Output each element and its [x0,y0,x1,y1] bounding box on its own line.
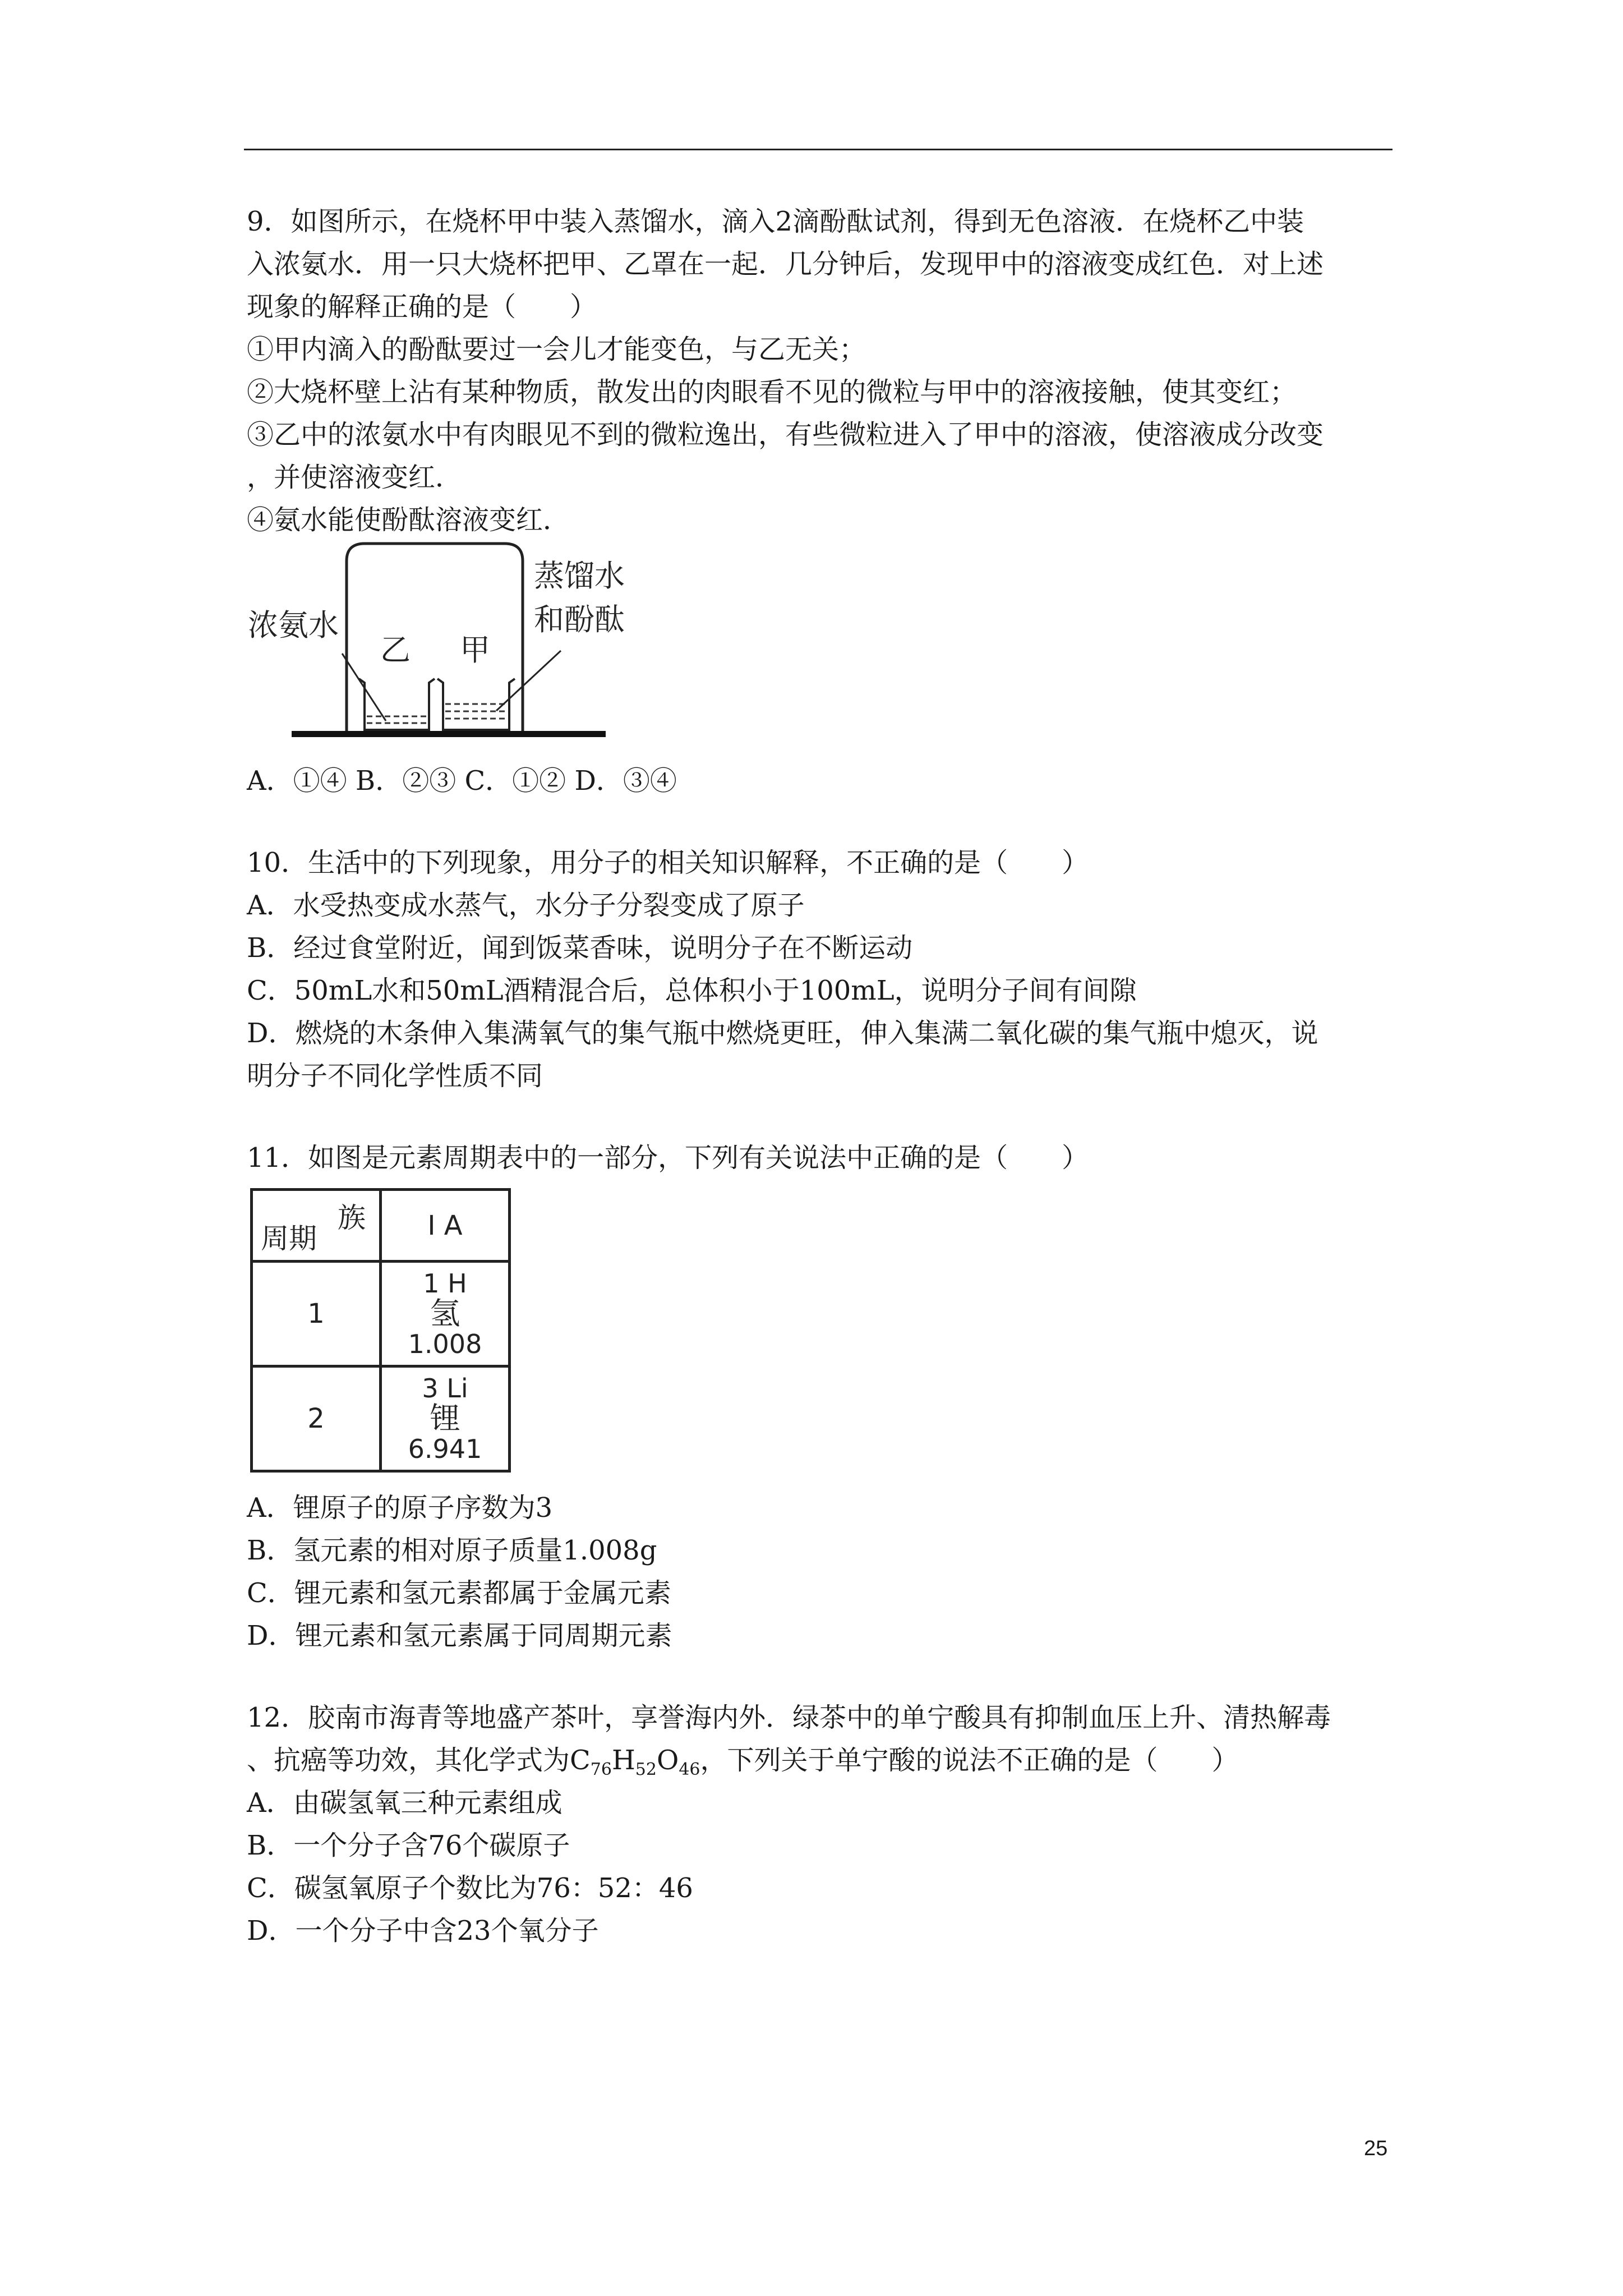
q12-stem-post: ，下列关于单宁酸的说法不正确的是（ ） [700,1745,1239,1776]
q11-option-a: A．锂原子的原子序数为3 [247,1492,553,1524]
group-ia-header: I A [381,1190,510,1262]
q9-statement-3-line-1: ③乙中的浓氨水中有肉眼见不到的微粒逸出，有些微粒进入了甲中的溶液，使溶液成分改变 [247,419,1324,450]
beaker-experiment-figure [247,536,634,763]
q10-option-a: A．水受热变成水蒸气，水分子分裂变成了原子 [247,890,805,921]
header-group: 族 [338,1202,366,1234]
table-header-corner [252,1190,381,1262]
q12-option-a: A．由碳氢氧三种元素组成 [247,1787,562,1819]
period-1: 1 [252,1262,381,1366]
q11-stem: 11．如图是元素周期表中的一部分，下列有关说法中正确的是（ ） [247,1142,1089,1174]
q10-option-b: B．经过食堂附近，闻到饭菜香味，说明分子在不断运动 [247,932,913,964]
hydrogen-name: 氢 [430,1296,460,1331]
element-lithium [381,1366,510,1471]
q9-stem-line-2: 入浓氨水．用一只大烧杯把甲、乙罩在一起．几分钟后，发现甲中的溶液变成红色．对上述 [247,249,1324,280]
tannic-acid-formula: $C_{76}H_{52}O_{46}$ [570,1745,700,1779]
periodic-table-excerpt [250,1188,511,1473]
q10-option-d-line-1: D．燃烧的木条伸入集满氧气的集气瓶中燃烧更旺，伸入集满二氧化碳的集气瓶中熄灭，说 [247,1018,1318,1049]
label-jia: 甲 [460,632,490,668]
q9-stem-line-3: 现象的解释正确的是（ ） [247,291,597,323]
lithium-symbol: 3 Li [422,1373,468,1404]
q10-option-c: C．50mL水和50mL酒精混合后，总体积小于100mL，说明分子间有间隙 [247,975,1137,1006]
lithium-mass: 6.941 [408,1434,482,1464]
label-phenolphthalein: 和酚酞 [534,602,625,637]
q11-option-b: B．氢元素的相对原子质量1.008g [247,1535,657,1566]
period-2: 2 [252,1366,381,1471]
q12-option-b: B．一个分子含76个碳原子 [247,1830,570,1861]
q9-statement-4: ④氨水能使酚酞溶液变红． [247,504,570,536]
q11-option-c: C．锂元素和氢元素都属于金属元素 [247,1577,671,1609]
page-number: 25 [1364,2137,1388,2160]
q9-options: A．①④ B．②③ C．①② D．③④ [247,765,677,797]
hydrogen-mass: 1.008 [408,1329,482,1359]
element-hydrogen [381,1262,510,1366]
q9-statement-2: ②大烧杯壁上沾有某种物质，散发出的肉眼看不见的微粒与甲中的溶液接触，使其变红； [247,376,1297,408]
label-distilled-water: 蒸馏水 [534,558,625,593]
q12-option-c: C．碳氢氧原子个数比为76：52：46 [247,1872,693,1904]
q10-option-d-line-2: 明分子不同化学性质不同 [247,1060,543,1092]
header-period: 周期 [261,1222,317,1255]
q10-stem: 10．生活中的下列现象，用分子的相关知识解释，不正确的是（ ） [247,847,1089,878]
q9-stem-line-1: 9．如图所示，在烧杯甲中装入蒸馏水，滴入2滴酚酞试剂，得到无色溶液．在烧杯乙中装 [247,206,1304,237]
lithium-name: 锂 [430,1401,460,1436]
q12-stem-line-2 [247,1745,1239,1779]
q12-stem-line-1: 12．胶南市海青等地盛产茶叶，享誉海内外．绿茶中的单宁酸具有抑制血压上升、清热解毒 [247,1702,1331,1733]
q12-option-d: D．一个分子中含23个氧分子 [247,1915,599,1947]
label-yi: 乙 [380,632,411,668]
q9-statement-1: ①甲内滴入的酚酞要过一会儿才能变色，与乙无关； [247,334,866,365]
q11-option-d: D．锂元素和氢元素属于同周期元素 [247,1620,672,1651]
header-rule [244,149,1393,150]
q12-stem-pre: 、抗癌等功效，其化学式为 [247,1745,570,1776]
base-plate [292,731,606,737]
q9-statement-3-line-2: ，并使溶液变红． [247,462,463,493]
label-ammonia: 浓氨水 [248,608,339,643]
hydrogen-symbol: 1 H [423,1268,467,1299]
